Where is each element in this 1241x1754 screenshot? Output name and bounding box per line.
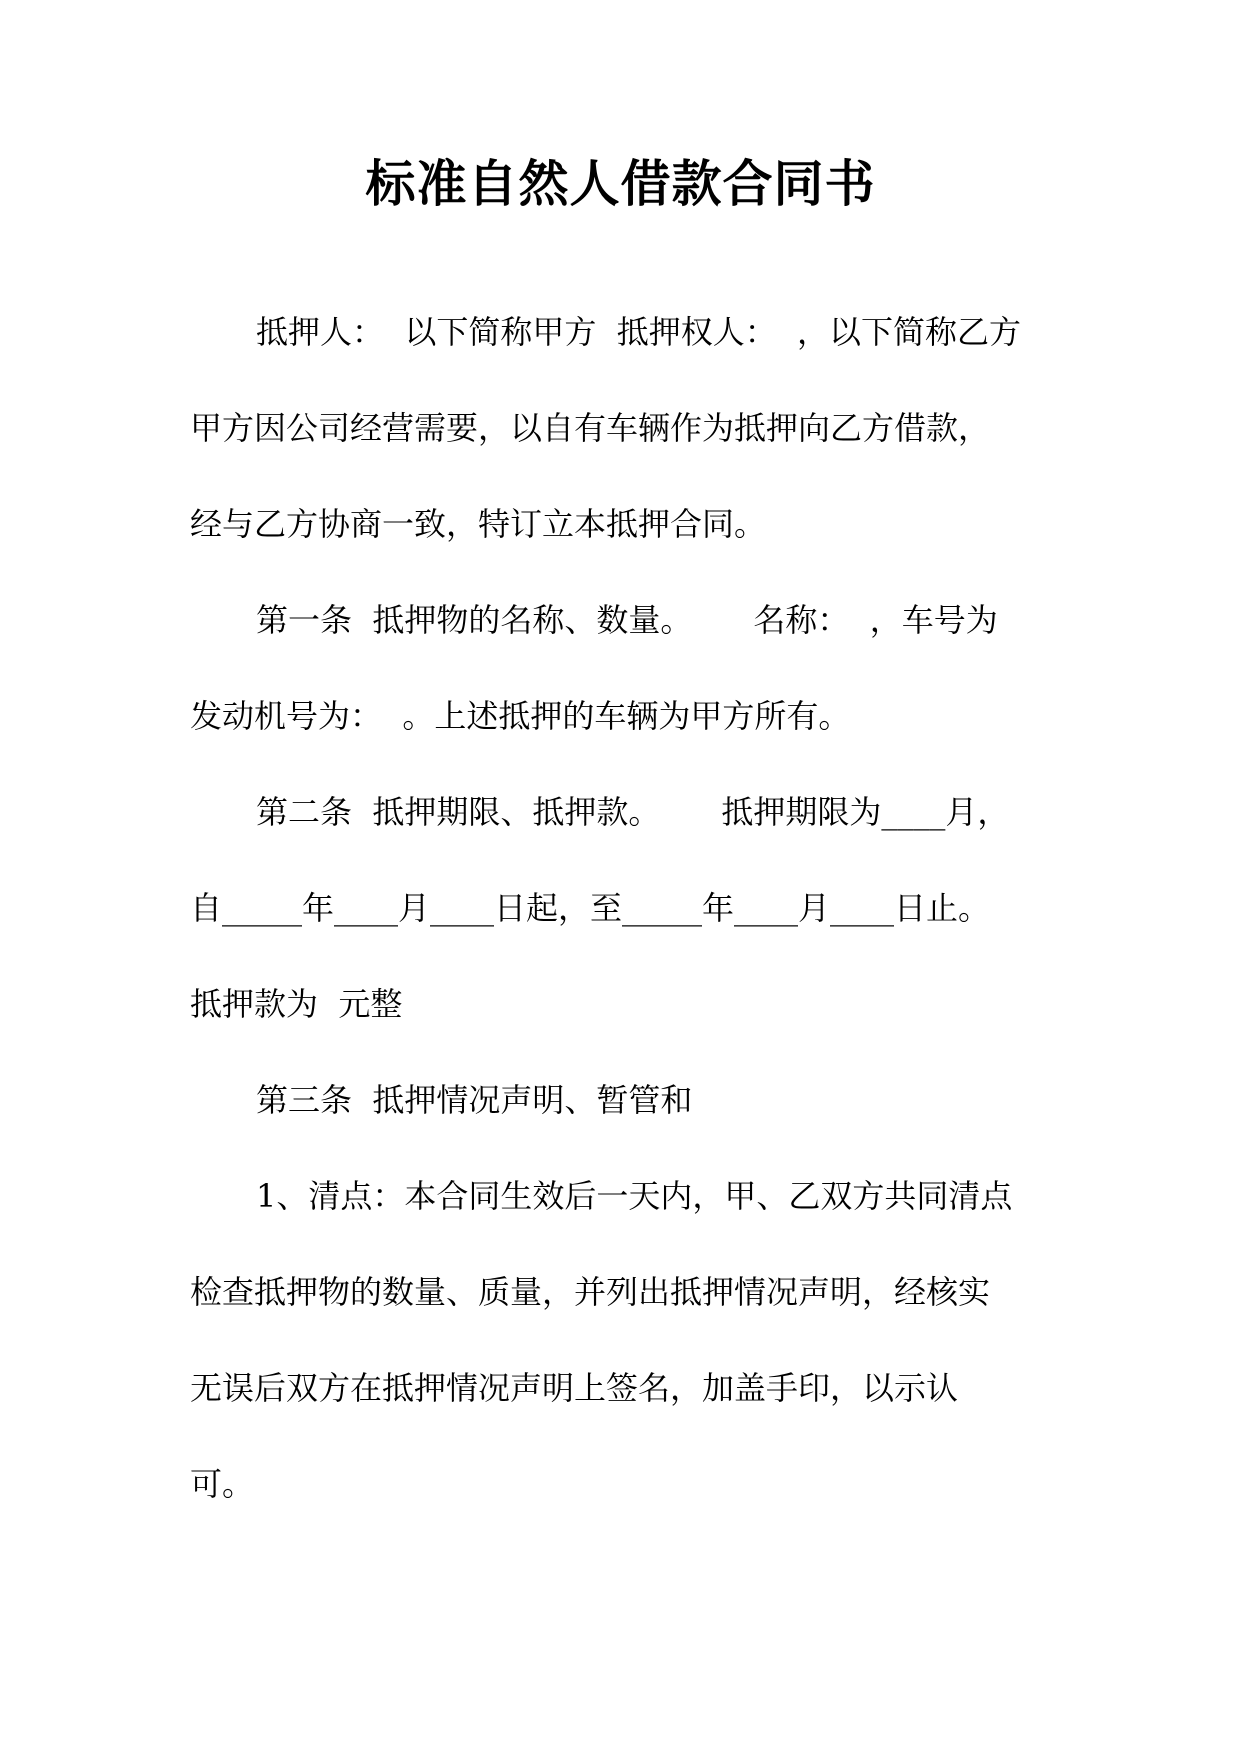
paragraph-line: 第三条 抵押情况声明、暂管和: [256, 1081, 693, 1119]
paragraph-line: 无误后双方在抵押情况声明上签名，加盖手印，以示认: [190, 1369, 959, 1407]
paragraph-line: 第二条 抵押期限、抵押款。 抵押期限为____月，: [256, 793, 1010, 831]
document-title: 标准自然人借款合同书: [365, 155, 876, 213]
paragraph-line: 检查抵押物的数量、质量，并列出抵押情况声明，经核实: [190, 1273, 991, 1311]
paragraph-line: 1、清点：本合同生效后一天内，甲、乙双方共同清点: [256, 1177, 1013, 1215]
paragraph-line: 甲方因公司经营需要，以自有车辆作为抵押向乙方借款，: [190, 409, 991, 447]
paragraph-line: 抵押人： 以下简称甲方 抵押权人： ，以下简称乙方: [256, 313, 1022, 351]
paragraph-line: 可。: [190, 1465, 255, 1503]
paragraph-line: 自_____年____月____日起，至_____年____月____日止。: [190, 889, 991, 927]
paragraph-line: 经与乙方协商一致，特订立本抵押合同。: [190, 505, 767, 543]
paragraph-line: 发动机号为： 。上述抵押的车辆为甲方所有。: [190, 697, 851, 735]
paragraph-line: 抵押款为 元整: [190, 985, 403, 1023]
paragraph-line: 第一条 抵押物的名称、数量。 名称： ，车号为: [256, 601, 998, 639]
